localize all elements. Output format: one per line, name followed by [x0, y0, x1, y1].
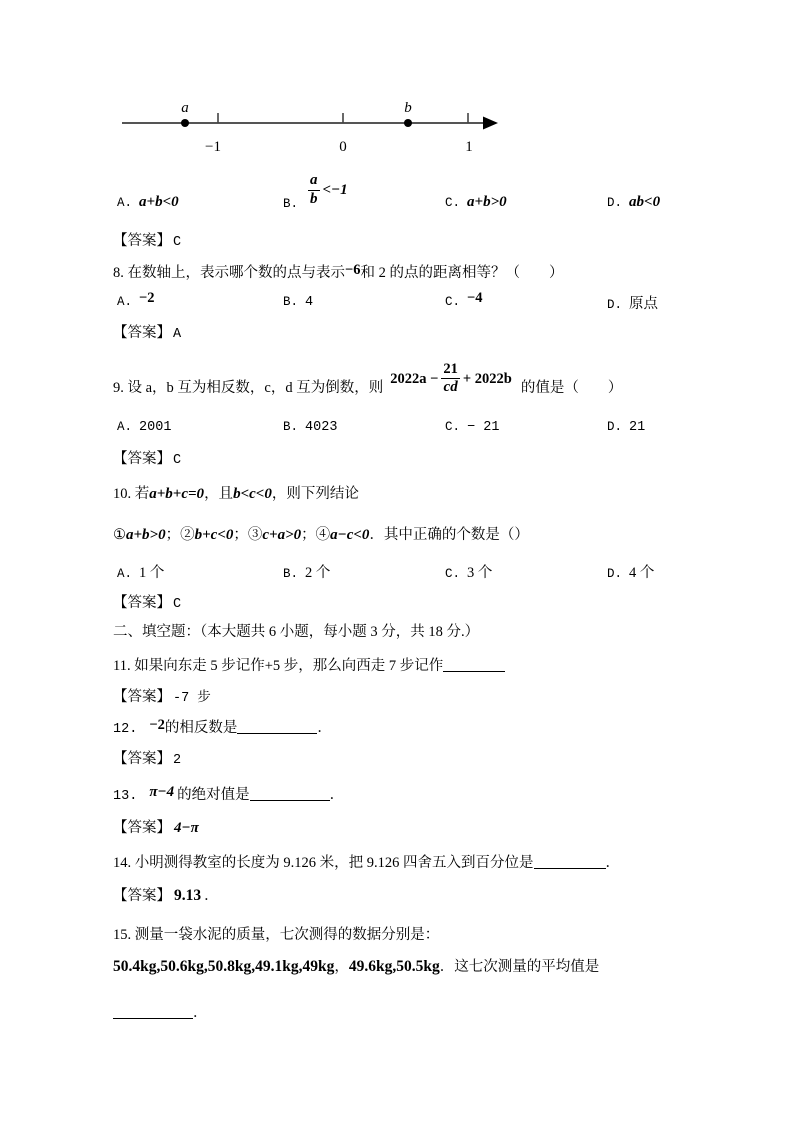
point-a-dot: [181, 119, 189, 127]
q8-text-suffix: 和 2 的点的距离相等？（ ）: [360, 265, 564, 281]
q9-option-d-key: D.: [607, 420, 623, 434]
q8-option-a-key: A.: [117, 295, 133, 309]
q7-fraction-numerator: a: [308, 173, 320, 191]
section2-title: 二、填空题：（本大题共 6 小题，每小题 3 分，共 18 分.）: [113, 624, 480, 640]
q12-text: [113, 716, 794, 737]
tick-label-neg1: −1: [205, 139, 221, 155]
point-b-label: b: [404, 100, 412, 116]
q8-option-b: [283, 292, 313, 310]
q8-option-a: [117, 292, 155, 310]
q10-stmt1: a+b>0: [126, 527, 166, 543]
q14-answer-period: ．: [204, 888, 219, 904]
q7-option-c: [445, 193, 507, 211]
q10-sep1: ；②: [165, 527, 195, 543]
q9-text-suffix: 的值是（ ）: [520, 379, 623, 396]
q10-option-a: [117, 561, 164, 582]
q13-period: ．: [329, 787, 345, 803]
answer-prefix-label: 【答案】: [113, 595, 171, 611]
q7-option-d-key: D.: [607, 196, 623, 210]
q9-formula-fraction: [441, 362, 460, 396]
q10-option-b-value: 2 个: [305, 565, 331, 581]
answer-prefix-label: 【答案】: [113, 888, 171, 904]
q10-text-line2: [113, 523, 794, 544]
q13-number: 13.: [113, 789, 138, 804]
q10-suffix: ，则下列结论: [271, 486, 359, 502]
q15-data-values-1: 50.4kg,50.6kg,50.8kg,49.1kg,49kg: [113, 958, 335, 975]
q8-answer-value: A: [173, 327, 182, 342]
q10-math1: a+b+c=0: [149, 486, 205, 502]
q7-answer-line: [113, 229, 794, 250]
q9-options: [0, 417, 794, 439]
q10-option-c: [445, 561, 492, 582]
q13-blank: [250, 786, 330, 801]
q9-option-c-key: C.: [445, 420, 461, 434]
axis-arrow-icon: [483, 117, 498, 130]
q8-option-d: [607, 292, 658, 313]
q10-stmt4: a−c<0: [330, 527, 370, 543]
answer-prefix-label: 【答案】: [113, 751, 171, 767]
q10-stmt2: b+c<0: [194, 527, 234, 543]
q7-option-c-key: C.: [445, 196, 461, 210]
q9-answer-line: [113, 447, 794, 468]
q9-option-b-key: B.: [283, 420, 299, 434]
q14-blank: [534, 854, 606, 869]
q10-sep2: ；③: [233, 527, 263, 543]
q7-option-a-value: a+b<0: [139, 194, 179, 210]
q10-math2: b<c<0: [233, 486, 272, 502]
q10-answer-value: C: [173, 597, 182, 612]
q7-option-b-rest: <−1: [322, 181, 348, 198]
q15-data-line: [113, 955, 794, 976]
q7-option-c-value: a+b>0: [467, 194, 507, 210]
q10-option-c-key: C.: [445, 567, 461, 581]
q7-fraction-denominator: b: [310, 190, 318, 207]
q12-answer-value: 2: [173, 753, 182, 768]
q13-math-pi-minus-4: π−4: [149, 784, 175, 800]
q7-option-b-key: B.: [283, 197, 299, 212]
q12-answer-line: [113, 747, 794, 768]
q13-text: [113, 783, 794, 804]
q14-text: [113, 851, 794, 872]
point-b-dot: [404, 119, 412, 127]
q10-option-b-key: B.: [283, 567, 299, 581]
q10-option-b: [283, 561, 330, 582]
q7-option-b: [283, 172, 348, 212]
q8-option-b-value: 4: [305, 295, 314, 310]
q10-option-c-value: 3 个: [467, 565, 493, 581]
q12-text-content: 的相反数是: [164, 720, 238, 736]
q10-mid: ，且: [204, 486, 234, 502]
q9-option-d: [607, 417, 645, 435]
q8-text: [113, 261, 794, 282]
q8-option-d-value: 原点: [629, 296, 659, 312]
answer-prefix-label: 【答案】: [113, 451, 171, 467]
q13-answer-line: [113, 816, 794, 837]
q10-prefix: 10. 若: [113, 486, 150, 502]
answer-prefix-label: 【答案】: [113, 325, 171, 341]
q10-stmt3: c+a>0: [262, 527, 302, 543]
q14-period: ．: [605, 855, 620, 871]
q15-period: ．: [193, 1005, 208, 1021]
q9-option-b-value: 4023: [305, 420, 338, 435]
q9-option-b: [283, 417, 337, 435]
q9-formula-pre: 2022a −: [390, 370, 439, 387]
q7-option-d-value: ab<0: [629, 194, 661, 210]
q9-fraction-denominator: cd: [443, 379, 458, 396]
q7-option-b-fraction: [308, 173, 320, 208]
q9-answer-value: C: [173, 453, 182, 468]
q8-option-c-key: C.: [445, 295, 461, 309]
q15-tail-text: ．这七次测量的平均值是: [439, 959, 600, 975]
q7-option-a-key: A.: [117, 196, 133, 210]
q12-number: 12.: [113, 722, 138, 737]
q9-text-prefix: 9. 设 a，b 互为相反数，c，d 互为倒数，则: [113, 379, 384, 396]
q11-text: [113, 654, 794, 675]
q10-options: [0, 561, 794, 583]
q10-tail: ．其中正确的个数是（）: [369, 527, 529, 543]
q15-data-separator: ，: [334, 959, 349, 975]
q9-text: [113, 358, 794, 400]
q8-option-c: [445, 292, 483, 310]
q9-option-c: [445, 417, 499, 435]
q10-option-a-key: A.: [117, 567, 133, 581]
q11-text-content: 11. 如果向东走 5 步记作+5 步，那么向西走 7 步记作: [113, 658, 444, 674]
q10-circ1: ①: [113, 527, 126, 543]
q9-option-a-key: A.: [117, 420, 133, 434]
q10-option-a-value: 1 个: [139, 565, 165, 581]
q10-answer-line: [113, 591, 794, 612]
point-a-label: a: [181, 100, 189, 116]
q8-option-c-value: −4: [467, 290, 483, 306]
answer-prefix-label: 【答案】: [113, 233, 171, 249]
q15-text-line1: [113, 923, 794, 944]
number-line-figure: [105, 99, 505, 157]
q11-answer-line: [113, 685, 794, 706]
q10-option-d: [607, 561, 654, 582]
q7-answer-value: C: [173, 235, 182, 250]
q7-option-a: [117, 193, 179, 211]
q12-math-neg2: −2: [149, 717, 165, 733]
q13-answer-value: 4−π: [174, 820, 199, 836]
q9-fraction-numerator: 21: [441, 362, 460, 379]
q9-formula: [390, 362, 512, 396]
q9-option-a: [117, 417, 171, 435]
q15-blank: [113, 1004, 193, 1019]
section2-header: [113, 620, 794, 641]
q10-option-d-key: D.: [607, 567, 623, 581]
q11-blank: [443, 657, 505, 672]
q9-formula-post: + 2022b: [462, 370, 512, 387]
q8-option-a-value: −2: [139, 290, 155, 306]
q10-option-d-value: 4 个: [629, 565, 655, 581]
q8-options: [0, 292, 794, 314]
q8-math-neg6: −6: [345, 262, 361, 278]
q15-text-content: 15. 测量一袋水泥的质量，七次测得的数据分别是：: [113, 927, 440, 943]
q15-data-values-2: 49.6kg,50.5kg: [348, 958, 440, 975]
q9-option-d-value: 21: [629, 420, 646, 435]
q10-sep3: ；④: [301, 527, 331, 543]
q7-options: [0, 170, 794, 220]
q8-option-b-key: B.: [283, 295, 299, 309]
q9-option-c-value: − 21: [467, 420, 500, 435]
q8-option-d-key: D.: [607, 298, 623, 312]
q12-blank: [237, 719, 317, 734]
q14-text-content: 14. 小明测得教室的长度为 9.126 米，把 9.126 四舍五入到百分位是: [113, 855, 534, 871]
q8-answer-line: [113, 321, 794, 342]
q15-blank-line: [113, 1001, 794, 1022]
tick-label-zero: 0: [339, 139, 347, 155]
q14-answer-line: [113, 884, 794, 905]
answer-prefix-label: 【答案】: [113, 820, 171, 836]
q10-text-line1: [113, 482, 794, 503]
q7-option-d: [607, 193, 660, 211]
answer-prefix-label: 【答案】: [113, 689, 171, 705]
q13-text-content: 的绝对值是: [177, 787, 250, 803]
q9-option-a-value: 2001: [139, 420, 172, 435]
tick-label-one: 1: [465, 139, 473, 155]
q8-text-prefix: 8. 在数轴上，表示哪个数的点与表示: [113, 265, 345, 281]
q11-answer-value: -7 步: [173, 691, 211, 706]
q14-answer-value: 9.13: [174, 887, 202, 904]
q12-period: ．: [317, 720, 332, 736]
